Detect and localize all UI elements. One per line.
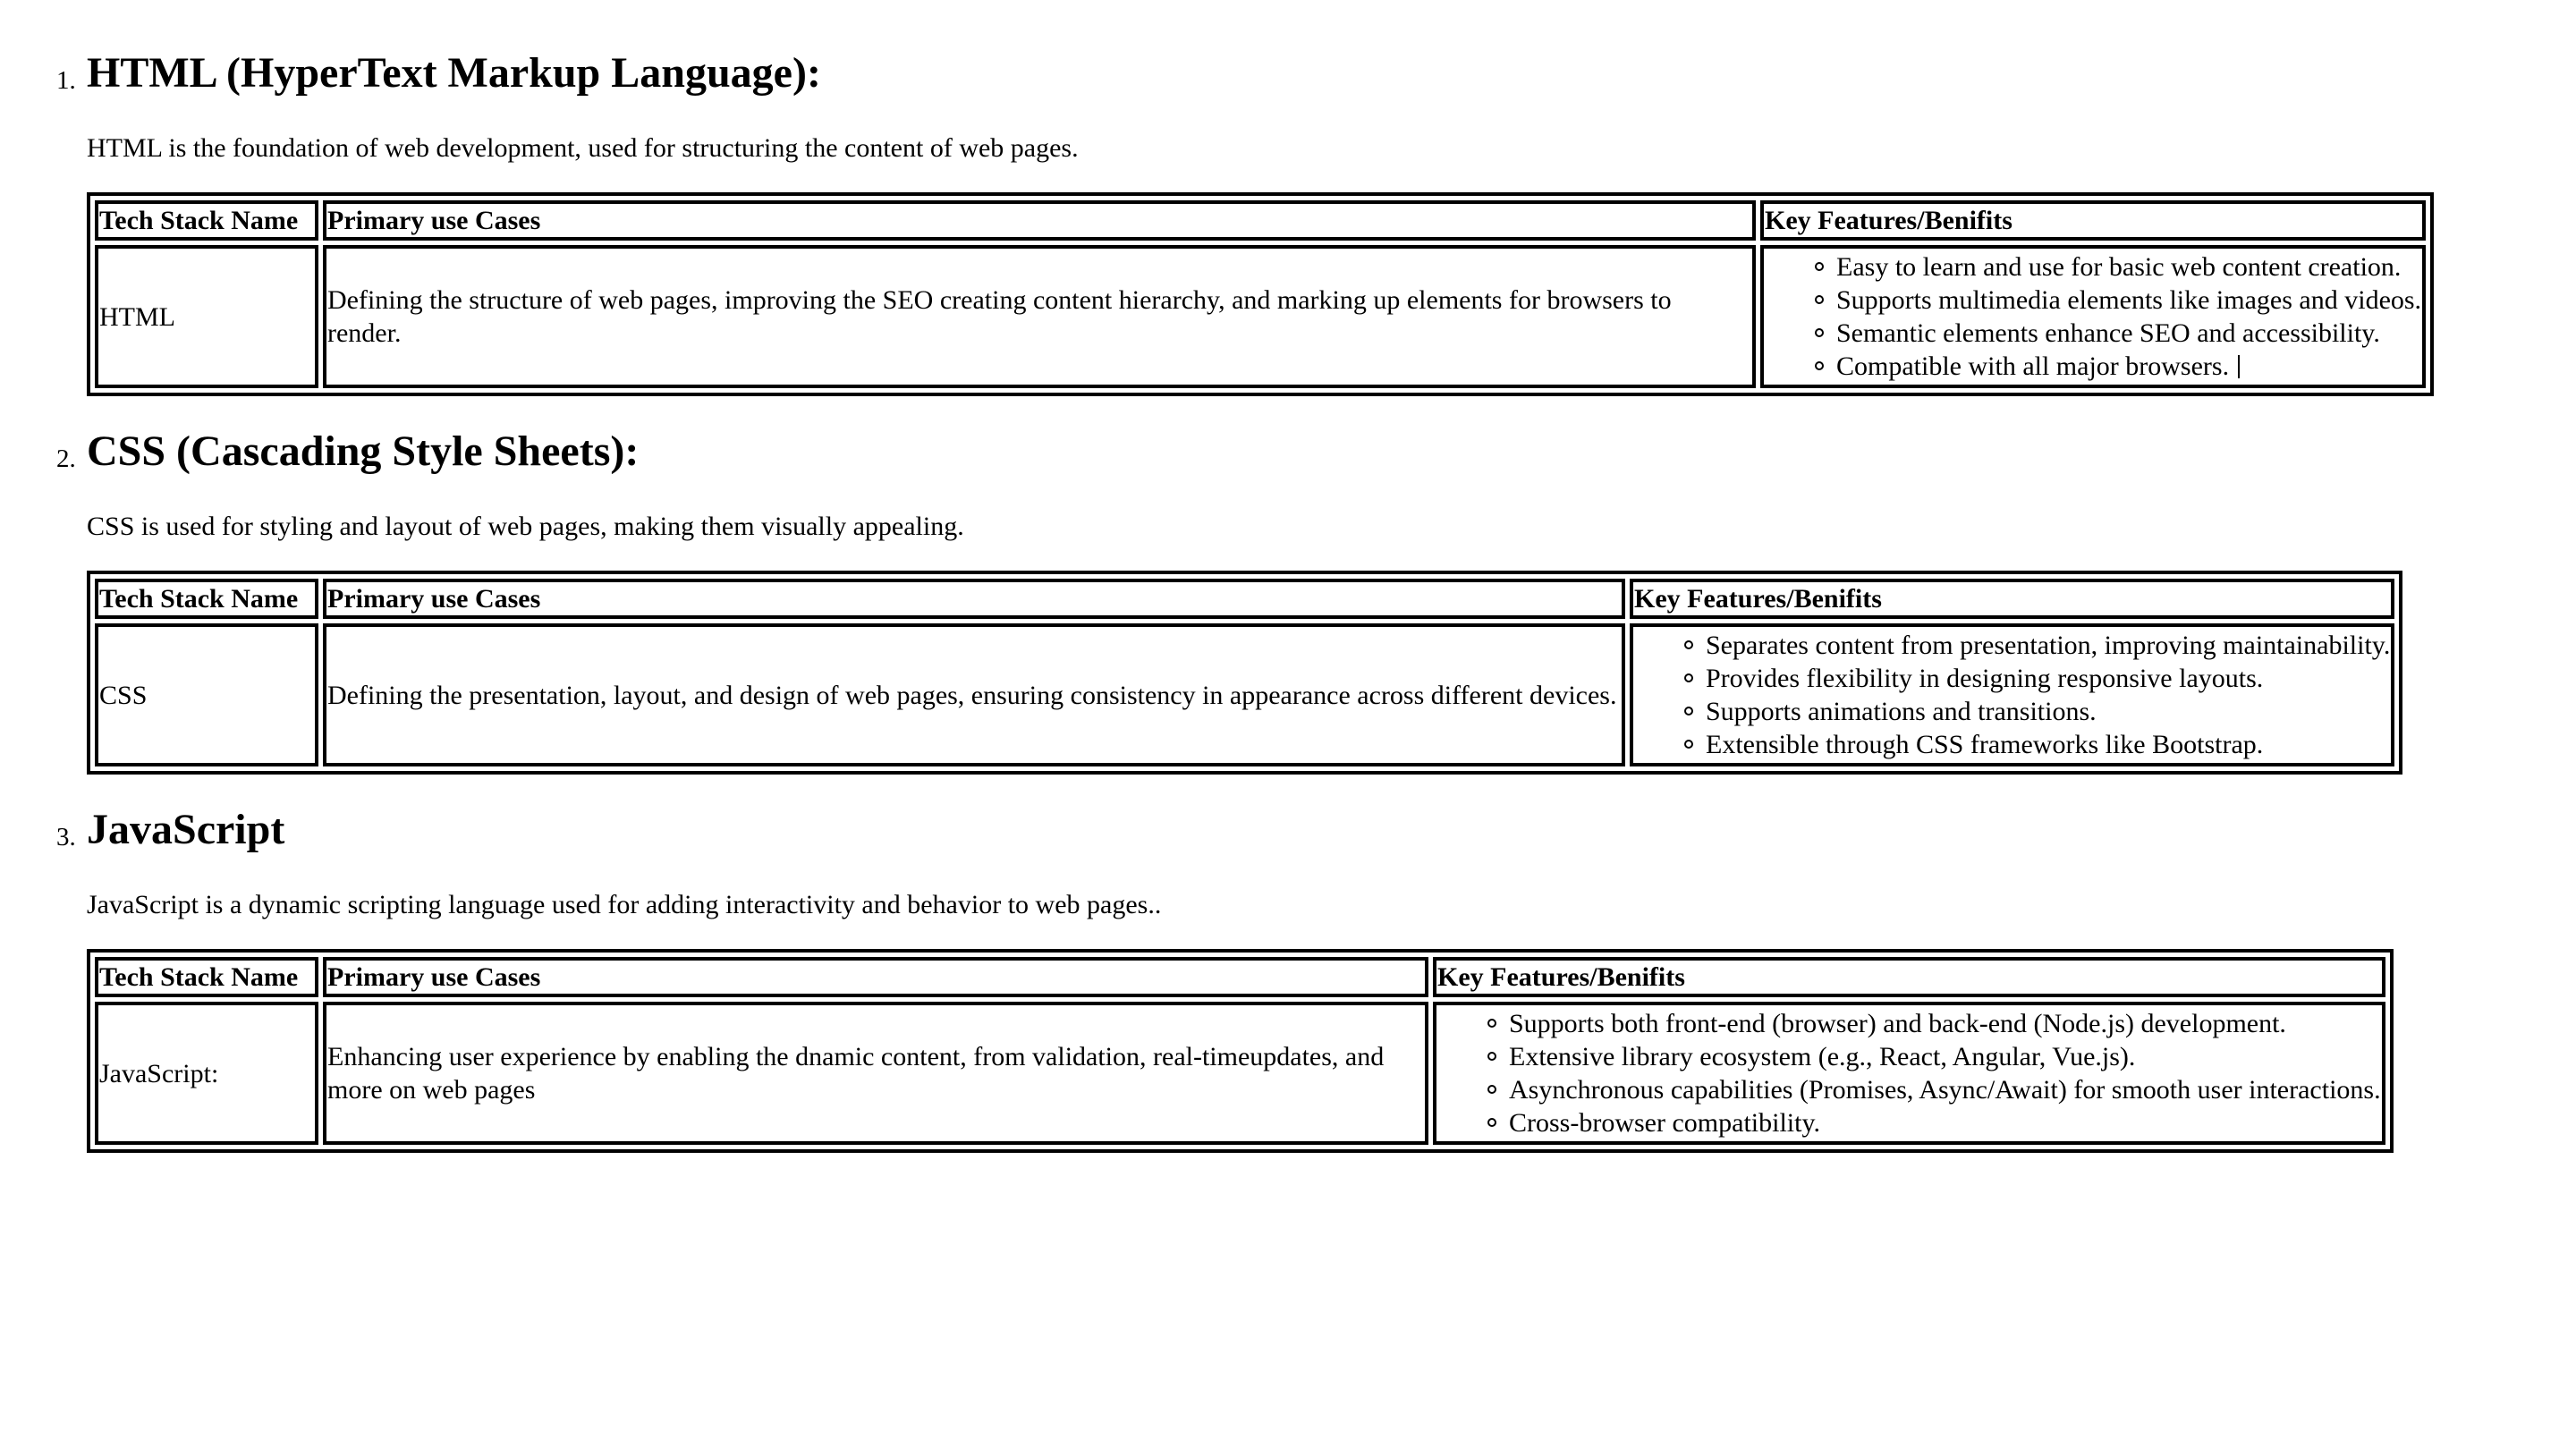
- features-list: [1634, 629, 2390, 761]
- circle-bullet-icon: [1684, 673, 1693, 682]
- cell-use-case: Defining the structure of web pages, improving the SEO creating content hierarchy, and marking up elements for browsers to render.: [323, 245, 1756, 388]
- list-item: [1437, 1040, 2381, 1073]
- tech-stack-list: [0, 49, 2576, 1153]
- section-title: CSS (Cascading Style Sheets):: [87, 428, 640, 475]
- table-header-row: [95, 200, 2426, 241]
- feature-text: Semantic elements enhance SEO and accessibility.: [1836, 318, 2380, 348]
- header-tech-stack-name: Tech Stack Name: [95, 957, 318, 997]
- section-title: JavaScript: [87, 806, 285, 853]
- list-item: [1765, 350, 2421, 383]
- table-row: [95, 245, 2426, 388]
- header-tech-stack-name: Tech Stack Name: [95, 200, 318, 241]
- list-item: [1765, 317, 2421, 350]
- tech-table-css: [87, 571, 2402, 775]
- tech-table-html: [87, 192, 2434, 396]
- cell-use-case: Enhancing user experience by enabling the dnamic content, from validation, real-timeupdates, and more on web pages: [323, 1002, 1428, 1145]
- feature-text: Extensive library ecosystem (e.g., React, Angular, Vue.js).: [1509, 1042, 2136, 1071]
- header-primary-use-cases: Primary use Cases: [323, 579, 1625, 619]
- section-number: 3.: [56, 823, 76, 851]
- section-description: CSS is used for styling and layout of web pages, making them visually appealing.: [87, 512, 964, 541]
- cell-features: [1760, 245, 2426, 388]
- circle-bullet-icon: [1487, 1052, 1496, 1061]
- circle-bullet-icon: [1487, 1019, 1496, 1028]
- table-row: [95, 1002, 2385, 1145]
- table-header-row: [95, 579, 2394, 619]
- list-item: [1437, 1007, 2381, 1040]
- section-number: 1.: [56, 66, 76, 95]
- cell-tech-name: JavaScript:: [95, 1002, 318, 1145]
- header-primary-use-cases: Primary use Cases: [323, 957, 1428, 997]
- circle-bullet-icon: [1684, 707, 1693, 716]
- table-header-row: [95, 957, 2385, 997]
- section-css: [56, 428, 2576, 775]
- section-number: 2.: [56, 445, 76, 473]
- list-item: [1765, 250, 2421, 284]
- header-tech-stack-name: Tech Stack Name: [95, 579, 318, 619]
- cell-tech-name: CSS: [95, 623, 318, 766]
- section-title: HTML (HyperText Markup Language):: [87, 49, 821, 97]
- features-list: [1765, 250, 2421, 383]
- header-key-features: Key Features/Benifits: [1630, 579, 2394, 619]
- section-description: JavaScript is a dynamic scripting language used for adding interactivity and behavior to web pages..: [87, 890, 1162, 919]
- text-cursor-icon: [2238, 355, 2240, 378]
- feature-text: Supports animations and transitions.: [1706, 697, 2097, 726]
- header-key-features: Key Features/Benifits: [1760, 200, 2426, 241]
- list-item: [1634, 695, 2390, 728]
- feature-text: Compatible with all major browsers.: [1836, 351, 2230, 381]
- feature-text: Supports both front-end (browser) and back-end (Node.js) development.: [1509, 1009, 2286, 1038]
- circle-bullet-icon: [1815, 262, 1824, 271]
- circle-bullet-icon: [1487, 1085, 1496, 1094]
- circle-bullet-icon: [1684, 740, 1693, 749]
- section-html: [56, 49, 2576, 396]
- circle-bullet-icon: [1815, 295, 1824, 304]
- list-item: [1634, 629, 2390, 662]
- section-description: HTML is the foundation of web development, used for structuring the content of web pages.: [87, 133, 1079, 163]
- feature-text: Separates content from presentation, improving maintainability.: [1706, 631, 2391, 660]
- cell-tech-name: HTML: [95, 245, 318, 388]
- section-javascript: [56, 806, 2576, 1153]
- cell-use-case: Defining the presentation, layout, and design of web pages, ensuring consistency in appearance across different devices.: [323, 623, 1625, 766]
- table-row: [95, 623, 2394, 766]
- list-item: [1437, 1106, 2381, 1139]
- header-key-features: Key Features/Benifits: [1433, 957, 2385, 997]
- feature-text: Extensible through CSS frameworks like Bootstrap.: [1706, 730, 2264, 759]
- list-item: [1437, 1073, 2381, 1106]
- header-primary-use-cases: Primary use Cases: [323, 200, 1756, 241]
- feature-text: Asynchronous capabilities (Promises, Async/Await) for smooth user interactions.: [1509, 1075, 2381, 1105]
- circle-bullet-icon: [1815, 361, 1824, 370]
- tech-table-javascript: [87, 949, 2394, 1153]
- circle-bullet-icon: [1815, 328, 1824, 337]
- features-list: [1437, 1007, 2381, 1139]
- list-item: [1765, 284, 2421, 317]
- circle-bullet-icon: [1684, 640, 1693, 649]
- cell-features: [1433, 1002, 2385, 1145]
- feature-text: Easy to learn and use for basic web content creation.: [1836, 252, 2402, 282]
- feature-text: Supports multimedia elements like images and videos.: [1836, 285, 2422, 315]
- feature-text: Cross-browser compatibility.: [1509, 1108, 1821, 1138]
- feature-text: Provides flexibility in designing responsive layouts.: [1706, 664, 2264, 693]
- list-item: [1634, 728, 2390, 761]
- list-item: [1634, 662, 2390, 695]
- cell-features: [1630, 623, 2394, 766]
- circle-bullet-icon: [1487, 1118, 1496, 1127]
